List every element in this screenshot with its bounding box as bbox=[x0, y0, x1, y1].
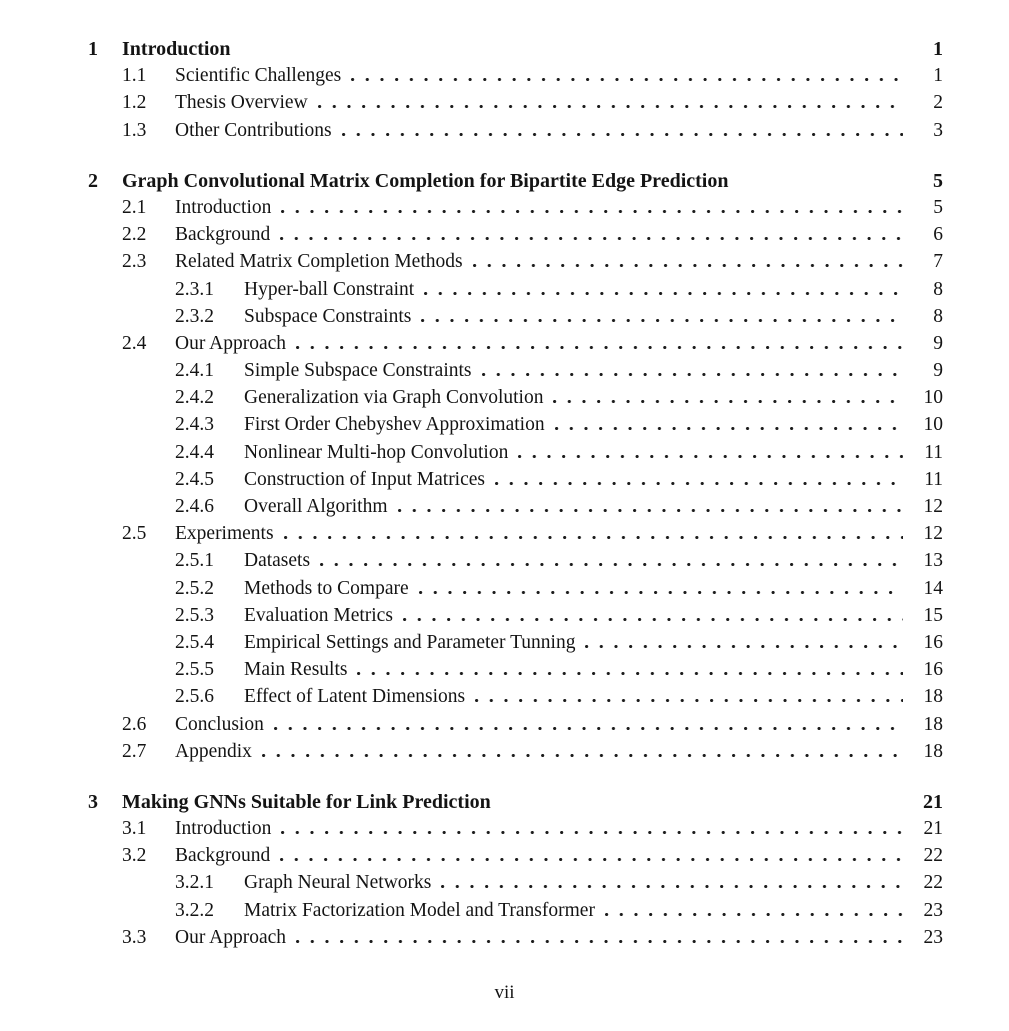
entry-title: Related Matrix Completion Methods bbox=[175, 251, 463, 273]
entry-number: 2.4.6 bbox=[175, 496, 214, 517]
page-number-roman: vii bbox=[494, 982, 515, 1003]
entry-number: 2.6 bbox=[122, 713, 147, 735]
toc-entry-2-3[interactable] bbox=[0, 251, 943, 278]
entry-title: Overall Algorithm bbox=[244, 496, 388, 517]
toc-entry-1-3[interactable] bbox=[0, 120, 943, 147]
entry-title: Experiments bbox=[175, 523, 274, 545]
entry-title: Empirical Settings and Parameter Tunning bbox=[244, 631, 576, 653]
entry-page: 8 bbox=[933, 305, 943, 327]
entry-title: Main Results bbox=[244, 659, 348, 681]
entry-title: Background bbox=[175, 224, 271, 246]
entry-number: 1.1 bbox=[122, 65, 147, 87]
dot-leader-dots bbox=[421, 319, 903, 322]
toc-entry-2-5[interactable] bbox=[0, 523, 943, 550]
entry-page: 22 bbox=[923, 872, 943, 894]
entry-number: 3.2 bbox=[122, 845, 147, 867]
entry-page: 21 bbox=[923, 818, 943, 840]
entry-page: 1 bbox=[933, 38, 943, 60]
entry-page: 21 bbox=[923, 790, 943, 813]
dot-leader-dots bbox=[351, 78, 903, 81]
entry-page: 2 bbox=[933, 92, 943, 114]
toc-entry-2-4-6[interactable] bbox=[0, 496, 943, 523]
entry-page: 16 bbox=[923, 659, 943, 681]
entry-title: Our Approach bbox=[175, 332, 287, 354]
dot-leader-dots bbox=[424, 292, 903, 295]
entry-title: Graph Convolutional Matrix Completion for Bipartite Edge Prediction bbox=[122, 169, 729, 192]
entry-title: Hyper-ball Constraint bbox=[244, 278, 415, 300]
entry-number: 2.3.2 bbox=[175, 305, 214, 327]
entry-number: 1.2 bbox=[122, 92, 147, 114]
entry-number: 2.7 bbox=[122, 740, 147, 762]
toc-entry-2-6[interactable] bbox=[0, 714, 943, 741]
page-footer bbox=[0, 982, 1009, 1004]
entry-title: Introduction bbox=[122, 38, 231, 60]
entry-page: 23 bbox=[923, 926, 943, 948]
entry-page: 16 bbox=[923, 631, 943, 653]
toc-entry-3[interactable] bbox=[0, 791, 943, 818]
dot-leader-dots bbox=[280, 237, 903, 240]
toc-entry-2-4-5[interactable] bbox=[0, 469, 943, 496]
toc-entry-2-4-3[interactable] bbox=[0, 414, 943, 441]
entry-number: 2.5.3 bbox=[175, 604, 214, 626]
dot-leader-none bbox=[241, 52, 903, 55]
entry-page: 11 bbox=[924, 468, 943, 490]
toc-entry-2[interactable] bbox=[0, 170, 943, 197]
entry-number: 3.1 bbox=[122, 818, 147, 840]
toc-entry-2-5-6[interactable] bbox=[0, 686, 943, 713]
toc-entry-2-4-2[interactable] bbox=[0, 387, 943, 414]
entry-title: Methods to Compare bbox=[244, 577, 409, 599]
entry-number: 2.1 bbox=[122, 196, 147, 218]
entry-number: 2.5.6 bbox=[175, 686, 214, 708]
toc-entry-2-1[interactable] bbox=[0, 197, 943, 224]
toc-entry-2-2[interactable] bbox=[0, 224, 943, 251]
entry-title: Effect of Latent Dimensions bbox=[244, 686, 466, 708]
entry-title: Construction of Input Matrices bbox=[244, 468, 485, 490]
entry-page: 1 bbox=[933, 65, 943, 87]
entry-number: 3.2.2 bbox=[175, 899, 214, 921]
entry-page: 18 bbox=[923, 686, 943, 708]
entry-number: 3.3 bbox=[122, 926, 147, 948]
toc-entry-3-2-2[interactable] bbox=[0, 900, 943, 927]
entry-number: 2.2 bbox=[122, 224, 147, 246]
dot-leader-dots bbox=[419, 591, 903, 594]
dot-leader-dots bbox=[482, 373, 904, 376]
entry-page: 12 bbox=[923, 523, 943, 545]
entry-number: 2.3.1 bbox=[175, 278, 214, 300]
dot-leader-dots bbox=[605, 913, 903, 916]
entry-page: 9 bbox=[933, 332, 943, 354]
entry-title: Making GNNs Suitable for Link Prediction bbox=[122, 790, 491, 813]
dot-leader-dots bbox=[585, 645, 903, 648]
entry-title: Simple Subspace Constraints bbox=[244, 360, 472, 382]
toc-entry-1[interactable] bbox=[0, 38, 943, 65]
dot-leader-dots bbox=[274, 727, 903, 730]
dot-leader-dots bbox=[398, 509, 903, 512]
entry-page: 18 bbox=[923, 740, 943, 762]
dot-leader-dots bbox=[281, 831, 903, 834]
toc-entry-1-1[interactable] bbox=[0, 65, 943, 92]
entry-page: 13 bbox=[923, 550, 943, 572]
toc-entry-3-2-1[interactable] bbox=[0, 872, 943, 899]
toc-entry-2-5-4[interactable] bbox=[0, 632, 943, 659]
entry-title: Our Approach bbox=[175, 926, 287, 948]
toc-entry-3-3[interactable] bbox=[0, 927, 943, 954]
toc-entry-2-5-3[interactable] bbox=[0, 605, 943, 632]
dot-leader-none bbox=[738, 184, 903, 187]
dot-leader-dots bbox=[281, 210, 903, 213]
entry-title: Background bbox=[175, 845, 271, 867]
entry-title: Other Contributions bbox=[175, 119, 332, 141]
dot-leader-dots bbox=[296, 346, 903, 349]
entry-page: 11 bbox=[924, 441, 943, 463]
entry-title: Conclusion bbox=[175, 713, 264, 735]
dot-leader-dots bbox=[296, 940, 903, 943]
dot-leader-dots bbox=[473, 264, 903, 267]
dot-leader-dots bbox=[441, 885, 903, 888]
entry-page: 7 bbox=[933, 251, 943, 273]
dot-leader-dots bbox=[518, 455, 903, 458]
toc-entry-3-2[interactable] bbox=[0, 845, 943, 872]
entry-page: 8 bbox=[933, 278, 943, 300]
entry-number: 2.5.4 bbox=[175, 631, 214, 653]
entry-number: 2.4.5 bbox=[175, 468, 214, 490]
dot-leader-dots bbox=[318, 105, 903, 108]
dot-leader-dots bbox=[262, 754, 903, 757]
entry-title: Scientific Challenges bbox=[175, 65, 342, 87]
entry-page: 10 bbox=[923, 387, 943, 409]
entry-title: Appendix bbox=[175, 740, 252, 762]
toc-entry-2-5-2[interactable] bbox=[0, 578, 943, 605]
toc-entry-2-7[interactable] bbox=[0, 741, 943, 768]
dot-leader-dots bbox=[495, 482, 903, 485]
dot-leader-dots bbox=[403, 618, 903, 621]
entry-number: 2.4.2 bbox=[175, 387, 214, 409]
entry-page: 10 bbox=[923, 414, 943, 436]
dot-leader-dots bbox=[280, 858, 903, 861]
entry-number: 1 bbox=[88, 38, 98, 60]
entry-number: 2.5 bbox=[122, 523, 147, 545]
entry-page: 5 bbox=[933, 196, 943, 218]
toc-entry-2-4-1[interactable] bbox=[0, 360, 943, 387]
dot-leader-dots bbox=[555, 427, 903, 430]
entry-title: Subspace Constraints bbox=[244, 305, 412, 327]
toc-entry-2-5-1[interactable] bbox=[0, 550, 943, 577]
entry-number: 2.4.3 bbox=[175, 414, 214, 436]
entry-title: Introduction bbox=[175, 818, 272, 840]
entry-number: 2.4.4 bbox=[175, 441, 214, 463]
entry-number: 2.5.2 bbox=[175, 577, 214, 599]
entry-page: 12 bbox=[923, 496, 943, 517]
dot-leader-dots bbox=[342, 133, 903, 136]
entry-page: 15 bbox=[923, 604, 943, 626]
dot-leader-dots bbox=[284, 536, 903, 539]
entry-number: 2.5.1 bbox=[175, 550, 214, 572]
entry-number: 2.4 bbox=[122, 332, 147, 354]
toc-entry-2-3-1[interactable] bbox=[0, 279, 943, 306]
dot-leader-dots bbox=[357, 672, 903, 675]
entry-page: 23 bbox=[923, 899, 943, 921]
toc-entry-3-1[interactable] bbox=[0, 818, 943, 845]
entry-number: 2.4.1 bbox=[175, 360, 214, 382]
entry-page: 14 bbox=[923, 577, 943, 599]
toc-entry-2-4-4[interactable] bbox=[0, 442, 943, 469]
entry-title: Evaluation Metrics bbox=[244, 604, 393, 626]
entry-page: 6 bbox=[933, 224, 943, 246]
entry-number: 2.3 bbox=[122, 251, 147, 273]
toc-entry-2-3-2[interactable] bbox=[0, 306, 943, 333]
dot-leader-none bbox=[501, 805, 903, 808]
entry-page: 5 bbox=[933, 169, 943, 192]
entry-page: 3 bbox=[933, 119, 943, 141]
toc-entry-2-5-5[interactable] bbox=[0, 659, 943, 686]
dot-leader-dots bbox=[553, 400, 903, 403]
entry-number: 3.2.1 bbox=[175, 872, 214, 894]
entry-title: Matrix Factorization Model and Transformer bbox=[244, 899, 595, 921]
entry-number: 3 bbox=[88, 790, 98, 813]
entry-page: 18 bbox=[923, 713, 943, 735]
entry-title: First Order Chebyshev Approximation bbox=[244, 414, 545, 436]
entry-title: Introduction bbox=[175, 196, 272, 218]
dot-leader-dots bbox=[475, 699, 903, 702]
toc-entry-2-4[interactable] bbox=[0, 333, 943, 360]
entry-page: 9 bbox=[933, 360, 943, 382]
entry-number: 2.5.5 bbox=[175, 659, 214, 681]
entry-title: Generalization via Graph Convolution bbox=[244, 387, 544, 409]
entry-title: Nonlinear Multi-hop Convolution bbox=[244, 441, 509, 463]
dot-leader-dots bbox=[320, 563, 903, 566]
entry-title: Graph Neural Networks bbox=[244, 872, 432, 894]
entry-title: Thesis Overview bbox=[175, 92, 308, 114]
toc-entry-1-2[interactable] bbox=[0, 92, 943, 119]
entry-page: 22 bbox=[923, 845, 943, 867]
entry-number: 1.3 bbox=[122, 119, 147, 141]
entry-title: Datasets bbox=[244, 550, 311, 572]
entry-number: 2 bbox=[88, 169, 98, 192]
